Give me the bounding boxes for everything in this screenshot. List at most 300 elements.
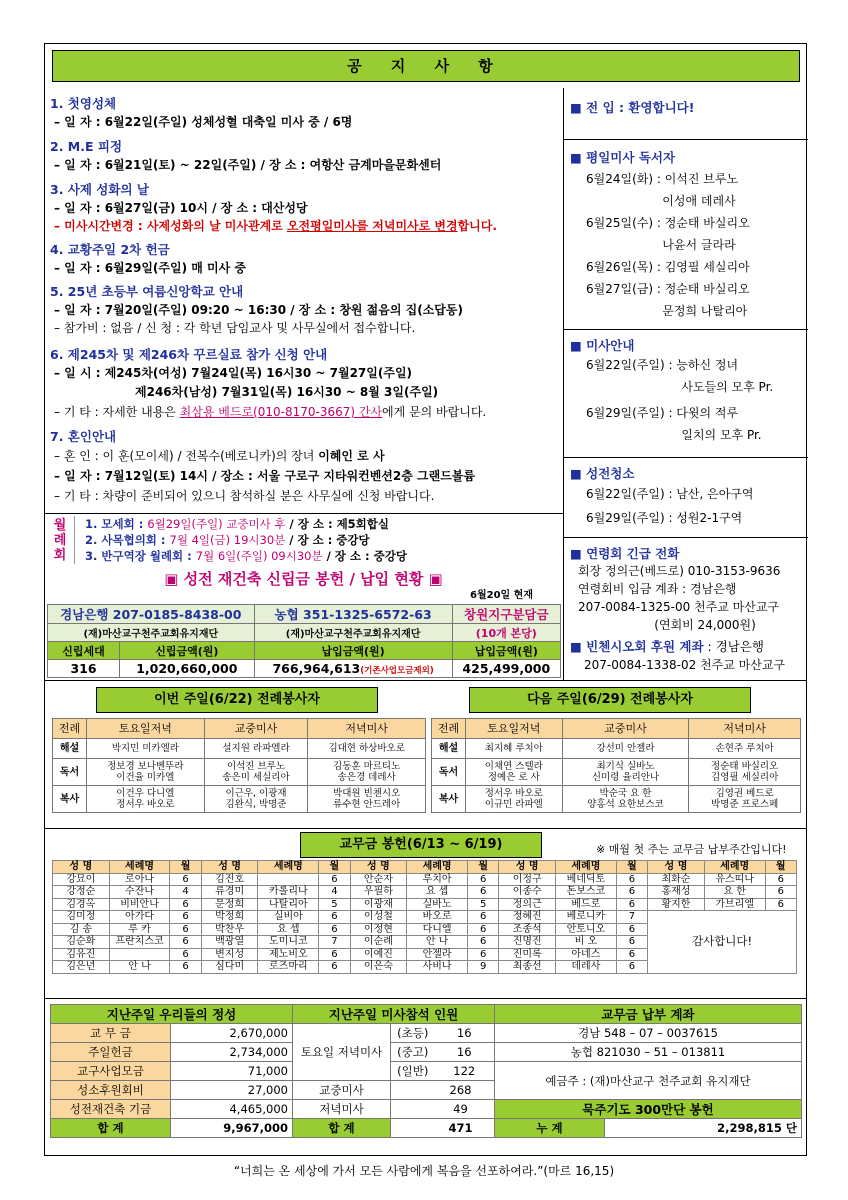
tithe-cell: 6 [467, 886, 498, 899]
tithe-header-name: 성 명 [350, 861, 407, 874]
notice-6-contact: 최삼용 베드로(010-8170-3667) 간사 [179, 405, 383, 419]
serve-name: 이근우, 이광재 [225, 788, 287, 799]
serve-role: 복사 [432, 786, 466, 813]
tithe-cell: 6 [319, 948, 350, 961]
tithe-cell: 홍재성 [648, 886, 705, 899]
tithe-cell: 6 [616, 948, 647, 961]
tithe-cell: 7 [616, 911, 647, 924]
tithe-cell: 6 [765, 873, 796, 886]
reader-line: 6월27일(금) : 정순태 바실리오 [586, 282, 750, 296]
tithe-cell: 6 [616, 886, 647, 899]
tithe-cell: 제노비오 [258, 948, 319, 961]
monthly-item-3-place: / 장 소 : 중강당 [322, 549, 407, 563]
tithe-cell: 진명진 [499, 936, 556, 949]
offering-value: 2,734,000 [171, 1043, 293, 1062]
attendance-value: 16 [435, 1043, 495, 1062]
rosary-total-value: 2,298,815 단 [605, 1119, 802, 1138]
tithe-header-name: 성 명 [201, 861, 258, 874]
monthly-item-1-time: 6월29일(주일) 교중미사 후 [147, 517, 286, 531]
notice-7-marriage-b: 이혜인 로 사 [318, 449, 385, 463]
bond-acct-1-holder: (재)마산교구천주교회유지재단 [48, 624, 255, 642]
tithe-table [52, 860, 797, 974]
serve-name: 박순국 요 한 [599, 788, 652, 799]
monthly-item-3-time: 7월 6일(주일) 09시30분 [195, 549, 323, 563]
serve-role: 독서 [432, 759, 466, 786]
finance-table [50, 1004, 802, 1138]
notice-3-change-a: – 미사시간변경 : 사제성화의 날 미사관계로 [54, 219, 287, 233]
liturgy-servers [44, 680, 807, 828]
attendance-total-value: 471 [391, 1119, 495, 1138]
notice-7-line-2: – 일 자 : 7월12일(토) 14시 / 장소 : 서울 구로구 지타워컨벤션2층 그랜드볼륨 [54, 469, 475, 483]
tithe-cell: 김경옥 [53, 898, 110, 911]
monthly-label: 월례회 [53, 518, 67, 563]
tithe-cell: 강정순 [53, 886, 110, 899]
tithe-title: 교무금 봉헌(6/13 ~ 6/19) [300, 832, 542, 858]
serve-name: 김영필 세실리아 [711, 772, 779, 783]
offering-label: 교 무 금 [51, 1024, 171, 1043]
bond-date: 6월20일 현재 [470, 590, 533, 601]
bond-table [47, 604, 561, 678]
tithe-cell: 김진호 [201, 873, 258, 886]
notice-6-etc-c: 에게 문의 바랍니다. [382, 405, 487, 419]
reader-line: 이성애 데레사 [586, 194, 736, 208]
serve-name: 이건우 다니엘 [116, 788, 175, 799]
serve-name: 김동훈 마르티노 [333, 761, 401, 772]
tithe-cell: 비비안나 [109, 898, 170, 911]
serve-header: 교중미사 [204, 719, 308, 739]
offering-label: 성전재건축 기금 [51, 1100, 171, 1119]
tithe-cell: 다니엘 [407, 923, 468, 936]
notice-2-line: – 일 자 : 6월21일(토) ~ 22일(주일) / 장 소 : 여항산 금계마을문화센터 [54, 158, 442, 172]
church-cleaning [564, 458, 808, 538]
offering-value: 2,670,000 [171, 1024, 293, 1043]
tithe-cell: 이광재 [350, 898, 407, 911]
notice-1-head: 1. 첫영성체 [50, 96, 117, 111]
tithe-cell: 최종선 [499, 961, 556, 974]
funeral-line: 207-0084-1325-00 천주교 마산교구 [578, 600, 780, 614]
offering-label: 주일헌금 [51, 1043, 171, 1062]
serve-name: 양홍석 요한보스코 [587, 799, 664, 810]
tithe-cell: 6 [319, 911, 350, 924]
notice-6-line-3 [50, 402, 486, 422]
tithe-cell: 이성철 [350, 911, 407, 924]
mass-guide-line: 6월22일(주일) : 능하신 정녀 [586, 358, 739, 372]
tithe-cell: 6 [170, 873, 201, 886]
serve-name: 정보경 보나벤뚜라 [107, 761, 184, 772]
tithe-cell: 6 [765, 898, 796, 911]
tithe-cell: 요 셉 [407, 886, 468, 899]
bond-paid [254, 660, 452, 678]
serve-name: 최기식 실바노 [596, 761, 655, 772]
tithe-cell: 6 [765, 886, 796, 899]
serve-name: 이석진 브루노 [226, 761, 286, 772]
offering-value: 27,000 [171, 1081, 293, 1100]
serve-name: 박명준 프로스페 [711, 799, 779, 810]
bond-paid-district: 425,499,000 [452, 660, 560, 678]
tithe-cell: 9 [467, 961, 498, 974]
tithe-cell: 6 [616, 923, 647, 936]
tithe-header-baptism: 세례명 [407, 861, 468, 874]
serve-header: 토요일저녁 [466, 719, 563, 739]
tithe-cell: 실비아 [258, 911, 319, 924]
monthly-item-2-name: 2. 사목협의회 : [85, 533, 170, 547]
notice-2-head: 2. M.E 피정 [50, 139, 123, 154]
tithe-header-month: 월 [616, 861, 647, 874]
serve-cell [308, 759, 426, 786]
serve-name: 류수현 안드레아 [333, 799, 401, 810]
bond-head-paid-district: 납입금액(원) [452, 642, 560, 660]
mass-guide-head: ■ 미사안내 [570, 338, 635, 353]
monthly-item [85, 548, 407, 564]
tithe-cell: 6 [170, 923, 201, 936]
serve-name: 이규민 라파엘 [484, 799, 543, 810]
notice-3 [50, 181, 497, 235]
this-week-servers-label: 이번 주일(6/22) 전례봉사자 [96, 687, 378, 713]
tithe-cell: 로아나 [109, 873, 170, 886]
serve-name: 김영권 베드로 [715, 788, 774, 799]
tithe-cell: 변지성 [201, 948, 258, 961]
serve-name: 박대원 빈첸시오 [333, 788, 401, 799]
serve-role: 복사 [53, 786, 87, 813]
bond-households: 316 [48, 660, 120, 678]
tithe-cell: 김 송 [53, 923, 110, 936]
tithe-cell: 6 [467, 948, 498, 961]
weekday-readers-head: ■ 평일미사 독서자 [570, 150, 676, 165]
tithe-cell: 수잔나 [109, 886, 170, 899]
tithe-header-baptism: 세례명 [556, 861, 617, 874]
notice-list [44, 88, 562, 513]
serve-cell [308, 786, 426, 813]
main-mass-label: 교중미사 [293, 1081, 391, 1100]
weekday-readers-list [564, 168, 808, 322]
tithe-cell: 이은숙 [350, 961, 407, 974]
serve-cell [87, 759, 205, 786]
serve-name: 정순태 바실리오 [711, 761, 779, 772]
tithe-header-name: 성 명 [648, 861, 705, 874]
tithe-cell: 6 [170, 911, 201, 924]
tithe-cell: 안 나 [109, 961, 170, 974]
tithe-cell: 바오로 [407, 911, 468, 924]
reader-line: 나윤서 글라라 [586, 238, 736, 252]
serve-header: 저녁미사 [308, 719, 426, 739]
serve-cell: 박지민 미카엘라 [87, 739, 205, 759]
evening-mass-value: 49 [391, 1100, 495, 1119]
tithe-cell: 가브리엘 [704, 898, 765, 911]
monthly-item [85, 532, 407, 548]
bond-acct-1: 경남은행 207-0185-8438-00 [48, 605, 255, 624]
notice-1 [50, 95, 352, 131]
tithe-header-month: 월 [467, 861, 498, 874]
tithe-cell: 이종수 [499, 886, 556, 899]
bond-head-households: 신립세대 [48, 642, 120, 660]
bond-head-paid: 납입금액(원) [254, 642, 452, 660]
tithe-cell: 이순례 [350, 936, 407, 949]
serve-cell [562, 759, 689, 786]
serve-cell [689, 759, 801, 786]
funeral-line: 연령회비 입금 계좌 : 경남은행 [578, 582, 737, 596]
tithe-cell: 심다미 [201, 961, 258, 974]
serve-name: 이건율 미카엘 [116, 772, 175, 783]
offering-total-label: 합 계 [51, 1119, 171, 1138]
tithe-cell: 프란치스코 [109, 936, 170, 949]
notice-4 [50, 241, 246, 277]
serve-cell: 강선미 안젤라 [562, 739, 689, 759]
attendance-value: 16 [435, 1024, 495, 1043]
tithe-cell: 정의근 [499, 898, 556, 911]
tithe-cell: 안 나 [407, 936, 468, 949]
serve-cell [204, 786, 308, 813]
tithe-section [44, 828, 807, 998]
sat-evening-label: 토요일 저녁미사 [293, 1024, 391, 1081]
serve-name: 송은경 데레사 [337, 772, 396, 783]
offering-head: 지난주일 우리들의 정성 [51, 1005, 293, 1024]
tithe-cell: 이정현 [350, 923, 407, 936]
bond-paid-note: (기존사업모금제외) [360, 666, 434, 676]
tithe-cell: 5 [319, 898, 350, 911]
tithe-cell: 유스띠나 [704, 873, 765, 886]
notice-6-line-1: – 일 시 : 제245차(여성) 7월24일(목) 16시30 ~ 7월27일(주일) [54, 366, 413, 380]
offering-total-value: 9,967,000 [171, 1119, 293, 1138]
tithe-cell: 로즈마리 [258, 961, 319, 974]
tithe-cell: 김미정 [53, 911, 110, 924]
tithe-header-month: 월 [765, 861, 796, 874]
notice-6-head: 6. 제245차 및 제246차 꾸르실료 참가 신청 안내 [50, 347, 328, 362]
tithe-cell: 조종석 [499, 923, 556, 936]
tithe-cell: 사비나 [407, 961, 468, 974]
tithe-cell: 이예진 [350, 948, 407, 961]
bible-quote: “너희는 온 세상에 가서 모든 사람에게 복음을 선포하여라.”(마르 16,15) [233, 1164, 615, 1178]
bond-acct-2-holder: (재)마산교구천주교회유지재단 [254, 624, 452, 642]
tithe-cell: 6 [616, 898, 647, 911]
account-holder: 예금주 : (재)마산교구 천주교회 유지재단 [495, 1062, 802, 1100]
serve-cell [689, 786, 801, 813]
serve-name: 신미령 율리안나 [591, 772, 660, 783]
serve-name: 이채연 스텔라 [484, 761, 543, 772]
tithe-header-baptism: 세례명 [704, 861, 765, 874]
tithe-cell: 안토니오 [556, 923, 617, 936]
tithe-cell: 6 [616, 961, 647, 974]
tithe-cell: 김순화 [53, 936, 110, 949]
serve-cell: 손현주 루치아 [689, 739, 801, 759]
account-gyeongnam: 경남 548 – 07 – 0037615 [495, 1024, 802, 1043]
tithe-cell: 요 셉 [258, 923, 319, 936]
tithe-cell: 정혜진 [499, 911, 556, 924]
serve-name: 김완식, 박명준 [225, 799, 287, 810]
page-title: 공 지 사 항 [52, 50, 800, 82]
tithe-cell: 데레사 [556, 961, 617, 974]
tithe-cell: 도미니코 [258, 936, 319, 949]
serve-cell [466, 786, 563, 813]
rosary-total-label: 누 계 [495, 1119, 605, 1138]
serve-cell: 최지혜 루치아 [466, 739, 563, 759]
cleaning-line: 6월29일(주일) : 성원2-1구역 [586, 511, 743, 525]
vincent-head-title: ■ 빈첸시오회 후원 계좌 [570, 639, 704, 654]
reader-line: 문정희 나탈리아 [586, 304, 748, 318]
tithe-cell: 루치아 [407, 873, 468, 886]
tithe-cell: 6 [170, 948, 201, 961]
notice-5-head: 5. 25년 초등부 여름신앙학교 안내 [50, 284, 244, 299]
monthly-item-2-time: 7월 4일(금) 19시30분 [169, 533, 286, 547]
mass-guide-line: 사도들의 모후 Pr. [586, 380, 774, 394]
tithe-header-name: 성 명 [53, 861, 110, 874]
attendance-group: (초등) [391, 1024, 435, 1043]
notice-7-line-3: – 기 타 : 차량이 준비되어 있으니 참석하실 분은 사무실에 신청 바랍니다. [54, 489, 435, 503]
tithe-cell: 베네딕토 [556, 873, 617, 886]
tithe-cell: 문정희 [201, 898, 258, 911]
serve-role: 해설 [432, 739, 466, 759]
vincent-society-head [570, 637, 808, 655]
monthly-item-1-place: / 장 소 : 제5회합실 [285, 517, 390, 531]
serve-header: 저녁미사 [689, 719, 801, 739]
tithe-cell: 박정희 [201, 911, 258, 924]
serve-header: 토요일저녁 [87, 719, 205, 739]
weekday-readers [564, 140, 808, 330]
bond-acct-3: 창원지구분담금 [452, 605, 560, 624]
right-column [563, 88, 807, 680]
tithe-cell: 강묘이 [53, 873, 110, 886]
notice-3-time-change [50, 217, 497, 235]
serve-cell: 김대현 하상바오로 [308, 739, 426, 759]
account-nonghyup: 농협 821030 – 51 – 013811 [495, 1043, 802, 1062]
tithe-header-baptism: 세례명 [258, 861, 319, 874]
monthly-item-2-place: / 장 소 : 중강당 [285, 533, 370, 547]
tithe-cell: 6 [170, 936, 201, 949]
funeral-line: 회장 정의근(베드로) 010-3153-9636 [578, 564, 781, 578]
bond-head-pledged: 신립금액(원) [120, 642, 255, 660]
serve-name: 정서우 바오로 [484, 788, 543, 799]
notice-4-line: – 일 자 : 6월29일(주일) 매 미사 중 [54, 261, 246, 275]
tithe-cell [109, 948, 170, 961]
offering-value: 71,000 [171, 1062, 293, 1081]
notice-3-head: 3. 사제 성화의 날 [50, 182, 149, 197]
notice-6-etc-a: – 기 타 : 자세한 내용은 [54, 405, 180, 419]
bond-acct-3-sub: (10개 본당) [452, 624, 560, 642]
serve-role: 독서 [53, 759, 87, 786]
tithe-cell: 박찬우 [201, 923, 258, 936]
tithe-cell: 황지한 [648, 898, 705, 911]
reader-line: 6월25일(수) : 정순태 바실리오 [586, 216, 750, 230]
tithe-cell: 5 [467, 898, 498, 911]
tithe-cell: 나탈리아 [258, 898, 319, 911]
notice-7 [50, 428, 475, 506]
monthly-item-3-name: 3. 반구역장 월례회 : [85, 549, 196, 563]
tithe-cell: 6 [467, 923, 498, 936]
mass-guide-line: 일치의 모후 Pr. [586, 428, 762, 442]
tithe-cell: 6 [616, 873, 647, 886]
notice-3-line: – 일 자 : 6월27일(금) 10시 / 장 소 : 대산성당 [54, 201, 308, 215]
tithe-cell: 6 [319, 961, 350, 974]
main-mass-value: 268 [391, 1081, 495, 1100]
tithe-cell: 실바노 [407, 898, 468, 911]
serve-header: 전례 [53, 719, 87, 739]
notice-2 [50, 138, 441, 174]
tithe-cell: 루 카 [109, 923, 170, 936]
tithe-cell: 김유진 [53, 948, 110, 961]
notice-4-head: 4. 교황주일 2차 헌금 [50, 242, 170, 257]
tithe-cell: 이정구 [499, 873, 556, 886]
reader-line: 6월24일(화) : 이석진 브루노 [586, 172, 739, 186]
tithe-cell: 아네스 [556, 948, 617, 961]
vincent-society [564, 633, 808, 680]
tithe-cell: 카롤리나 [258, 886, 319, 899]
notice-7-line-1 [50, 446, 475, 466]
notice-5-line-1: – 일 자 : 7월20일(주일) 09:20 ~ 16:30 / 장 소 : 창원 젊음의 집(소답동) [54, 303, 463, 317]
attendance-group: (일반) [391, 1062, 435, 1081]
monthly-item [85, 516, 407, 532]
notice-6-line-2: 제246차(남성) 7월31일(목) 16시30 ~ 8월 3일(주일) [135, 385, 439, 399]
bond-title: ▣ 성전 재건축 신립금 봉헌 / 납입 현황 ▣ [164, 570, 443, 588]
serve-name: 정서우 바오로 [116, 799, 175, 810]
tithe-cell: 아가다 [109, 911, 170, 924]
offering-label: 성소후원회비 [51, 1081, 171, 1100]
finance-section [44, 998, 807, 1156]
tithe-cell: 돈보스코 [556, 886, 617, 899]
tithe-cell: 6 [467, 911, 498, 924]
this-week-servers-table [52, 718, 426, 813]
serve-cell: 설지원 라파엘라 [204, 739, 308, 759]
serve-cell [466, 759, 563, 786]
next-week-servers-table [431, 718, 801, 813]
funeral-line: (연회비 24,000원) [578, 618, 756, 632]
notice-1-line: – 일 자 : 6월22일(주일) 성체성혈 대축일 미사 중 / 6명 [54, 115, 353, 129]
rosary-head: 묵주기도 300만단 봉헌 [495, 1100, 802, 1119]
welcome-section [564, 88, 808, 140]
welcome-head: ■ 전 입 : 환영합니다! [570, 100, 695, 115]
tithe-cell [258, 873, 319, 886]
attendance-group: (중고) [391, 1043, 435, 1062]
notice-3-change-b: 오전평일미사를 저녁미사로 변경 [286, 219, 458, 233]
tithe-header-name: 성 명 [499, 861, 556, 874]
notice-3-change-c: 합니다. [457, 219, 497, 233]
tithe-cell: 진미록 [499, 948, 556, 961]
vincent-account: 207-0084-1338-02 천주교 마산교구 [584, 658, 786, 672]
monthly-meetings [44, 513, 563, 566]
tithe-cell: 6 [319, 923, 350, 936]
serve-name: 송은미 세실리아 [222, 772, 290, 783]
tithe-cell: 요 한 [704, 886, 765, 899]
vincent-head-bank: : 경남은행 [703, 639, 765, 654]
cleaning-line: 6월22일(주일) : 남산, 은아구역 [586, 487, 754, 501]
bond-acct-2: 농협 351-1325-6572-63 [254, 605, 452, 624]
offering-label: 교구사업모금 [51, 1062, 171, 1081]
bond-pledged: 1,020,660,000 [120, 660, 255, 678]
evening-mass-label: 저녁미사 [293, 1100, 391, 1119]
tithe-cell: 베드로 [556, 898, 617, 911]
serve-header: 교중미사 [562, 719, 689, 739]
tithe-cell: 6 [170, 961, 201, 974]
notice-7-head: 7. 혼인안내 [50, 429, 117, 444]
tithe-cell: 6 [319, 873, 350, 886]
church-cleaning-head: ■ 성전청소 [570, 466, 635, 481]
tithe-cell: 베로니카 [556, 911, 617, 924]
tithe-note: ※ 매월 첫 주는 교무금 납부주간입니다! [596, 843, 787, 856]
notice-6 [50, 346, 486, 422]
tithe-cell: 6 [170, 898, 201, 911]
next-week-servers-label: 다음 주일(6/29) 전례봉사자 [469, 687, 751, 713]
funeral-society [564, 538, 808, 633]
tithe-cell: 안순자 [350, 873, 407, 886]
offering-value: 4,465,000 [171, 1100, 293, 1119]
tithe-cell: 우필하 [350, 886, 407, 899]
tithe-thanks: 감사합니다! [648, 911, 797, 974]
tithe-cell: 6 [467, 936, 498, 949]
tithe-cell: 최화순 [648, 873, 705, 886]
tithe-header-baptism: 세례명 [109, 861, 170, 874]
tithe-cell: 4 [319, 886, 350, 899]
serve-header: 전례 [432, 719, 466, 739]
tithe-cell: 류경미 [201, 886, 258, 899]
tithe-header-month: 월 [319, 861, 350, 874]
